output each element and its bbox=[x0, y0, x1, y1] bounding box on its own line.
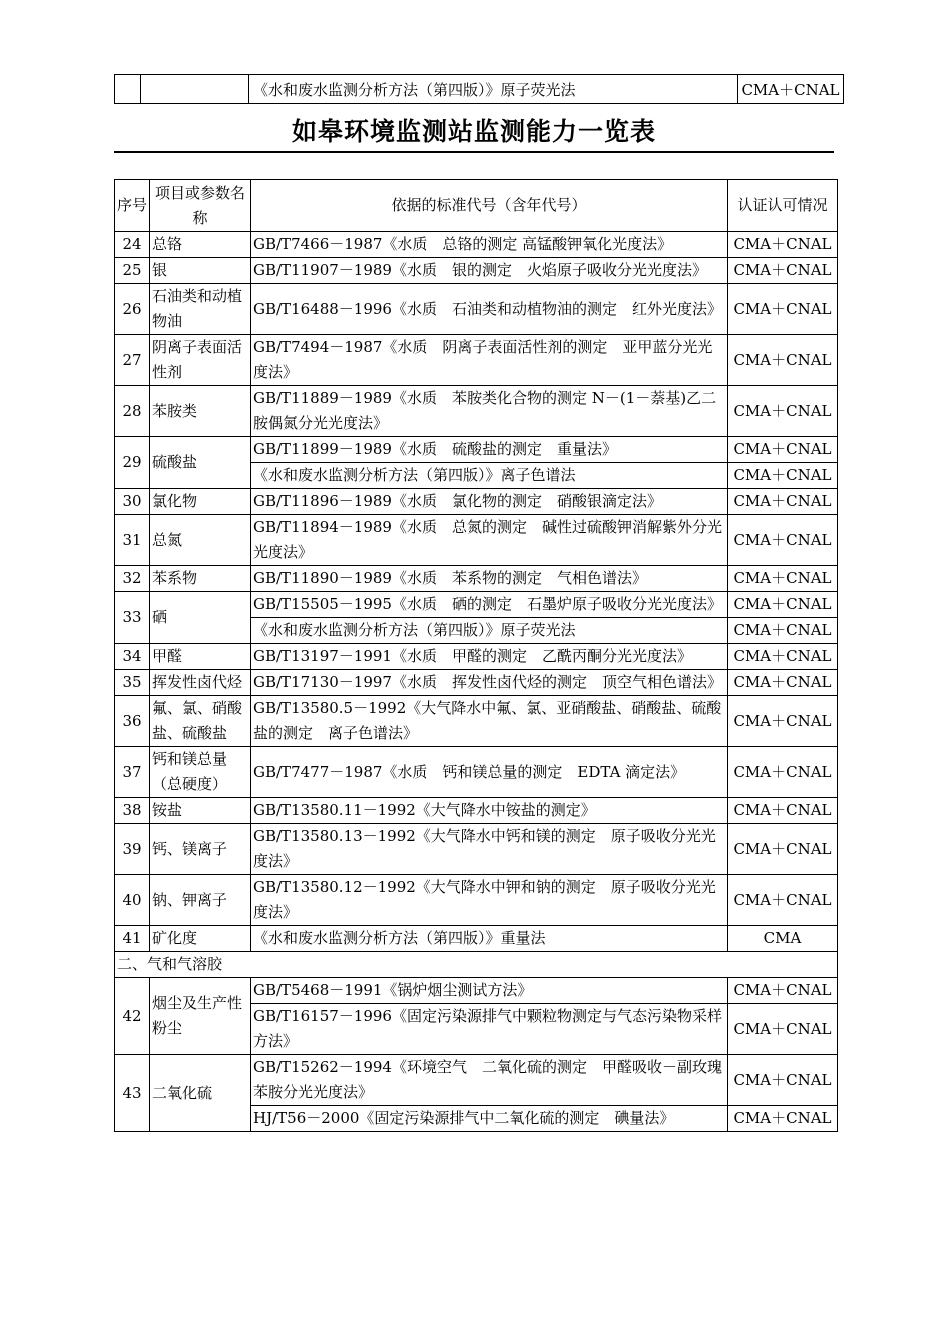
cell-name: 钠、钾离子 bbox=[150, 875, 251, 926]
cell-standard: GB/T17130－1997《水质 挥发性卤代烃的测定 顶空气相色谱法》 bbox=[251, 670, 728, 696]
table-row bbox=[115, 75, 844, 104]
cell-name: 石油类和动植物油 bbox=[150, 284, 251, 335]
cell-cert: CMA＋CNAL bbox=[728, 875, 838, 926]
cell-no: 36 bbox=[115, 696, 150, 747]
cell-standard: 《水和废水监测分析方法（第四版）》原子荧光法 bbox=[251, 618, 728, 644]
table-row bbox=[115, 1055, 838, 1106]
table-row bbox=[115, 232, 838, 258]
cell-cert: CMA＋CNAL bbox=[728, 824, 838, 875]
cell-standard: GB/T13580.12－1992《大气降水中钾和钠的测定 原子吸收分光光度法》 bbox=[251, 875, 728, 926]
cell-no: 26 bbox=[115, 284, 150, 335]
table-row bbox=[115, 437, 838, 463]
cell-standard: GB/T13197－1991《水质 甲醛的测定 乙酰丙酮分光光度法》 bbox=[251, 644, 728, 670]
cell-cert: CMA＋CNAL bbox=[728, 437, 838, 463]
table-row bbox=[115, 489, 838, 515]
cell-standard: GB/T13580.13－1992《大气降水中钙和镁的测定 原子吸收分光光度法》 bbox=[251, 824, 728, 875]
table-header bbox=[115, 180, 838, 232]
cell-no: 37 bbox=[115, 747, 150, 798]
cell-no: 29 bbox=[115, 437, 150, 489]
cell-standard: GB/T15505－1995《水质 硒的测定 石墨炉原子吸收分光光度法》 bbox=[251, 592, 728, 618]
cell-name: 二氧化硫 bbox=[150, 1055, 251, 1132]
cell-no: 25 bbox=[115, 258, 150, 284]
cell-cert: CMA＋CNAL bbox=[728, 463, 838, 489]
cell-standard: GB/T11899－1989《水质 硫酸盐的测定 重量法》 bbox=[251, 437, 728, 463]
cell-standard: GB/T16488－1996《水质 石油类和动植物油的测定 红外光度法》 bbox=[251, 284, 728, 335]
cell-name bbox=[141, 75, 249, 104]
cell-name: 苯胺类 bbox=[150, 386, 251, 437]
cell-cert: CMA＋CNAL bbox=[728, 747, 838, 798]
cell-name: 钙、镁离子 bbox=[150, 824, 251, 875]
table-row bbox=[115, 926, 838, 952]
cell-name: 烟尘及生产性粉尘 bbox=[150, 978, 251, 1055]
cell-no: 43 bbox=[115, 1055, 150, 1132]
header-no: 序号 bbox=[115, 180, 150, 232]
table-row bbox=[115, 258, 838, 284]
cell-no: 31 bbox=[115, 515, 150, 566]
table-row bbox=[115, 747, 838, 798]
cell-cert: CMA＋CNAL bbox=[728, 232, 838, 258]
table-row bbox=[115, 696, 838, 747]
cell-cert: CMA＋CNAL bbox=[728, 1106, 838, 1132]
cell-standard: GB/T15262－1994《环境空气 二氧化硫的测定 甲醛吸收－副玫瑰苯胺分光光度法》 bbox=[251, 1055, 728, 1106]
cell-cert: CMA＋CNAL bbox=[728, 978, 838, 1004]
table-row bbox=[115, 335, 838, 386]
cell-cert: CMA＋CNAL bbox=[728, 644, 838, 670]
header-name: 项目或参数名称 bbox=[150, 180, 251, 232]
section-row bbox=[115, 952, 838, 978]
cell-standard: GB/T11896－1989《水质 氯化物的测定 硝酸银滴定法》 bbox=[251, 489, 728, 515]
cell-standard: GB/T7494－1987《水质 阴离子表面活性剂的测定 亚甲蓝分光光度法》 bbox=[251, 335, 728, 386]
cell-cert: CMA＋CNAL bbox=[728, 335, 838, 386]
cell-cert: CMA＋CNAL bbox=[728, 696, 838, 747]
header-standard: 依据的标准代号（含年代号） bbox=[251, 180, 728, 232]
cell-cert: CMA＋CNAL bbox=[728, 566, 838, 592]
cell-name: 钙和镁总量（总硬度） bbox=[150, 747, 251, 798]
section-title: 二、气和气溶胶 bbox=[115, 952, 838, 978]
cell-no: 35 bbox=[115, 670, 150, 696]
table-row bbox=[115, 515, 838, 566]
table-row bbox=[115, 592, 838, 618]
page-title: 如皋环境监测站监测能力一览表 bbox=[291, 117, 656, 146]
cell-name: 苯系物 bbox=[150, 566, 251, 592]
cell-cert: CMA＋CNAL bbox=[728, 489, 838, 515]
cell-name: 矿化度 bbox=[150, 926, 251, 952]
cell-cert: CMA＋CNAL bbox=[728, 1004, 838, 1055]
cell-cert: CMA＋CNAL bbox=[738, 75, 844, 104]
cell-no: 30 bbox=[115, 489, 150, 515]
cell-standard: GB/T13580.11－1992《大气降水中铵盐的测定》 bbox=[251, 798, 728, 824]
cell-standard: GB/T16157－1996《固定污染源排气中颗粒物测定与气态污染物采样方法》 bbox=[251, 1004, 728, 1055]
cell-no: 24 bbox=[115, 232, 150, 258]
cell-name: 总铬 bbox=[150, 232, 251, 258]
cell-standard: GB/T7477－1987《水质 钙和镁总量的测定 EDTA 滴定法》 bbox=[251, 747, 728, 798]
cell-no: 28 bbox=[115, 386, 150, 437]
cell-cert: CMA＋CNAL bbox=[728, 284, 838, 335]
cell-cert: CMA＋CNAL bbox=[728, 258, 838, 284]
cell-name: 甲醛 bbox=[150, 644, 251, 670]
cell-cert: CMA＋CNAL bbox=[728, 670, 838, 696]
table-row bbox=[115, 644, 838, 670]
cell-no: 39 bbox=[115, 824, 150, 875]
cell-name: 挥发性卤代烃 bbox=[150, 670, 251, 696]
cell-cert: CMA＋CNAL bbox=[728, 618, 838, 644]
cell-standard: GB/T7466－1987《水质 总铬的测定 高锰酸钾氧化光度法》 bbox=[251, 232, 728, 258]
header-cert: 认证认可情况 bbox=[728, 180, 838, 232]
cell-standard: HJ/T56－2000《固定污染源排气中二氧化硫的测定 碘量法》 bbox=[251, 1106, 728, 1132]
table-row bbox=[115, 566, 838, 592]
cell-name: 氟、氯、硝酸盐、硫酸盐 bbox=[150, 696, 251, 747]
table-row bbox=[115, 875, 838, 926]
cell-standard: 《水和废水监测分析方法（第四版）》重量法 bbox=[251, 926, 728, 952]
cell-name: 银 bbox=[150, 258, 251, 284]
table-row bbox=[115, 798, 838, 824]
cell-cert: CMA＋CNAL bbox=[728, 1055, 838, 1106]
table-row bbox=[115, 670, 838, 696]
cell-standard: 《水和废水监测分析方法（第四版）》离子色谱法 bbox=[251, 463, 728, 489]
table-row bbox=[115, 824, 838, 875]
cell-no: 40 bbox=[115, 875, 150, 926]
cell-name: 氯化物 bbox=[150, 489, 251, 515]
cell-no: 27 bbox=[115, 335, 150, 386]
cell-standard: GB/T11890－1989《水质 苯系物的测定 气相色谱法》 bbox=[251, 566, 728, 592]
cell-standard: GB/T11907－1989《水质 银的测定 火焰原子吸收分光光度法》 bbox=[251, 258, 728, 284]
cell-no: 34 bbox=[115, 644, 150, 670]
cell-name: 阴离子表面活性剂 bbox=[150, 335, 251, 386]
title-divider bbox=[114, 151, 834, 153]
cell-no: 33 bbox=[115, 592, 150, 644]
cell-no: 41 bbox=[115, 926, 150, 952]
cell-cert: CMA＋CNAL bbox=[728, 592, 838, 618]
cell-cert: CMA＋CNAL bbox=[728, 386, 838, 437]
cell-standard: 《水和废水监测分析方法（第四版）》原子荧光法 bbox=[249, 75, 738, 104]
cell-standard: GB/T11894－1989《水质 总氮的测定 碱性过硫酸钾消解紫外分光光度法》 bbox=[251, 515, 728, 566]
capability-table bbox=[114, 179, 838, 1132]
cell-cert: CMA bbox=[728, 926, 838, 952]
cell-cert: CMA＋CNAL bbox=[728, 515, 838, 566]
cell-name: 铵盐 bbox=[150, 798, 251, 824]
cell-no bbox=[115, 75, 141, 104]
table-row bbox=[115, 978, 838, 1004]
table-row bbox=[115, 386, 838, 437]
continued-table-row bbox=[114, 74, 844, 104]
cell-standard: GB/T13580.5－1992《大气降水中氟、氯、亚硝酸盐、硝酸盐、硫酸盐的测定 离子色谱法》 bbox=[251, 696, 728, 747]
cell-name: 硒 bbox=[150, 592, 251, 644]
cell-no: 42 bbox=[115, 978, 150, 1055]
cell-cert: CMA＋CNAL bbox=[728, 798, 838, 824]
cell-standard: GB/T11889－1989《水质 苯胺类化合物的测定 N－(1－萘基)乙二胺偶氮分光光度法》 bbox=[251, 386, 728, 437]
cell-standard: GB/T5468－1991《锅炉烟尘测试方法》 bbox=[251, 978, 728, 1004]
cell-no: 38 bbox=[115, 798, 150, 824]
cell-name: 总氮 bbox=[150, 515, 251, 566]
cell-name: 硫酸盐 bbox=[150, 437, 251, 489]
cell-no: 32 bbox=[115, 566, 150, 592]
table-row bbox=[115, 284, 838, 335]
